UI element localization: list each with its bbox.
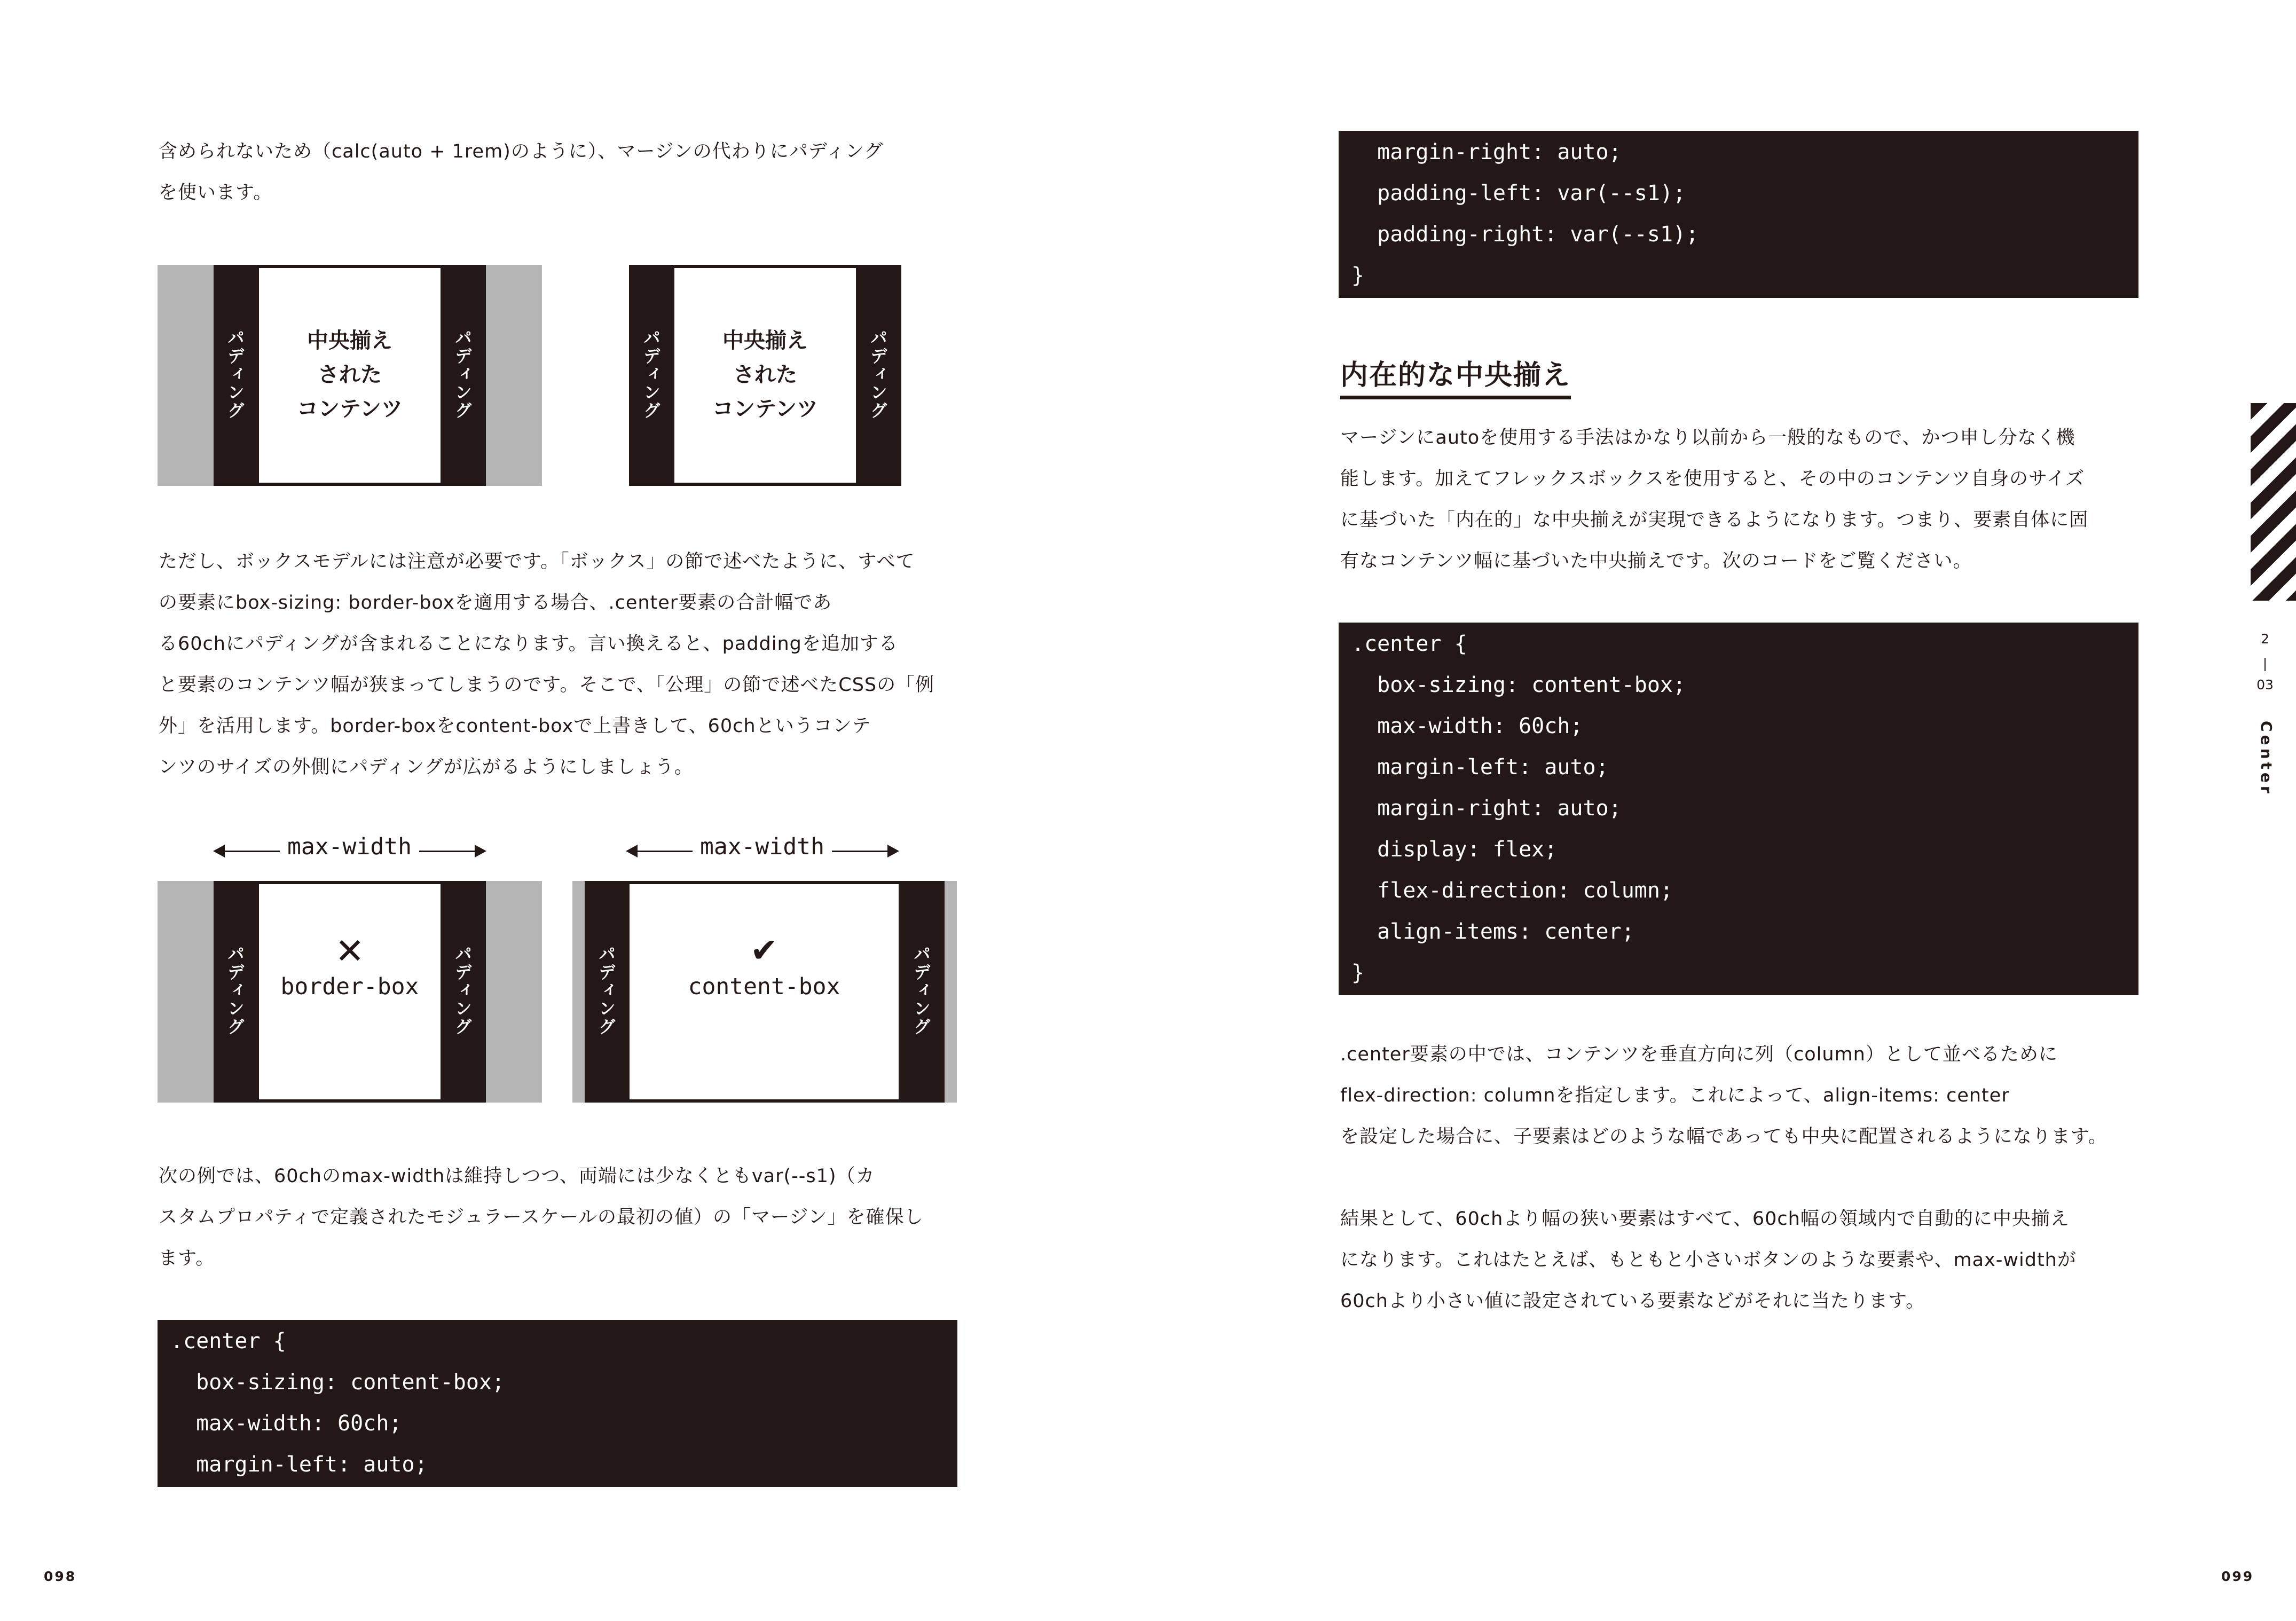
padding-label: パディング: [596, 945, 616, 1036]
code-block-1: [158, 1320, 957, 1487]
text-line: を設定した場合に、子要素はどのような幅であっても中央に配置されるようになります。: [1340, 1126, 2108, 1147]
text-line: 60chより小さい値に設定されている要素などがそれに当たります。: [1340, 1290, 1925, 1312]
text-line: に基づいた「内在的」な中央揃えが実現できるようになります。つまり、要素自体に固: [1340, 509, 2089, 531]
text-line: ます。: [159, 1248, 215, 1269]
text-line: を使います。: [159, 182, 273, 203]
diagram-border-box: [158, 830, 542, 1103]
text-line: スタムプロパティで定義されたモジュラースケールの最初の値）の「マージン」を確保し: [159, 1207, 924, 1228]
text-line: と要素のコンテンツ幅が狭まってしまうのです。そこで、「公理」の節で述べたCSSの「例: [159, 674, 935, 696]
diagram-padding-only: [629, 265, 901, 486]
code-line: max-width: 60ch;: [1351, 714, 1583, 738]
arrow-right-head: [475, 845, 486, 857]
code-line: }: [1351, 961, 1365, 985]
arrow-left-head: [213, 845, 225, 857]
code-block-2: [1339, 623, 2138, 995]
padding-label: パディング: [225, 329, 245, 420]
section-heading: 内在的な中央揃え: [1340, 352, 1571, 399]
code-line: margin-left: auto;: [1351, 755, 1609, 780]
text-line: 次の例では、60chのmax-widthは維持しつつ、両端には少なくともvar(--s1)（カ: [159, 1166, 875, 1187]
code-line: display: flex;: [1351, 837, 1558, 862]
text-line: 含められないため（calc(auto + 1rem)のように）、マージンの代わりにパディング: [159, 141, 884, 162]
check-icon: ✔: [750, 931, 778, 970]
padding-label: パディング: [452, 945, 473, 1036]
code-line: box-sizing: content-box;: [170, 1370, 505, 1395]
text-line: の要素にbox-sizing: border-boxを適用する場合、.center要素の合計幅であ: [159, 592, 832, 613]
text-line: ただし、ボックスモデルには注意が必要です。「ボックス」の節で述べたように、すべて: [159, 551, 915, 572]
code-line: padding-right: var(--s1);: [1351, 222, 1699, 247]
page-number-left: 098: [44, 1569, 77, 1584]
result-paragraph: [1340, 1199, 2077, 1322]
code-line: .center {: [170, 1329, 286, 1354]
text-line: マージンにautoを使用する手法はかなり以前から一般的なもので、かつ申し分なく機: [1340, 427, 2075, 448]
code-line: margin-right: auto;: [1351, 140, 1622, 164]
code-line: .center {: [1351, 632, 1467, 656]
padding-label: パディング: [868, 329, 888, 420]
padding-label: パディング: [911, 945, 931, 1036]
code-line: flex-direction: column;: [1351, 878, 1673, 903]
padding-label: パディング: [452, 329, 473, 420]
diagram-margin-padding-left: [158, 265, 542, 486]
max-width-label: max-width: [280, 833, 419, 860]
arrow-left-head: [626, 845, 638, 857]
code-line: margin-left: auto;: [170, 1452, 428, 1477]
text-line: flex-direction: columnを指定します。これによって、align-items: center: [1340, 1085, 2010, 1106]
text-line: になります。これはたとえば、もともと小さいボタンのような要素や、max-widthが: [1340, 1249, 2077, 1271]
chapter-number: 2: [2261, 631, 2269, 647]
code-line: }: [1351, 263, 1365, 288]
chapter-side-tab: [2251, 403, 2296, 601]
intrinsic-paragraph: [1340, 418, 2088, 582]
text-line: ンツのサイズの外側にパディングが広がるようにしましょう。: [159, 757, 694, 778]
section-number: 03: [2256, 677, 2274, 693]
content-label: 中央揃え された コンテンツ: [712, 328, 818, 421]
arrow-right-head: [887, 845, 899, 857]
section-title: Center: [2258, 721, 2275, 797]
padding-label: パディング: [641, 329, 661, 420]
stripe-pattern: [2251, 403, 2296, 601]
text-line: る60chにパディングが含まれることになります。言い換えると、paddingを追加する: [159, 633, 898, 655]
code-line: margin-right: auto;: [1351, 796, 1622, 821]
intro-paragraph: [159, 131, 883, 214]
box-model-paragraph: [159, 541, 934, 788]
chapter-divider: [2264, 658, 2266, 671]
text-line: .center要素の中では、コンテンツを垂直方向に列（column）として並べるために: [1340, 1044, 2058, 1065]
code-line: max-width: 60ch;: [170, 1411, 402, 1436]
content-label: 中央揃え された コンテンツ: [297, 328, 403, 421]
page-number-right: 099: [2221, 1569, 2254, 1584]
code-line: align-items: center;: [1351, 919, 1634, 944]
code-line: box-sizing: content-box;: [1351, 673, 1686, 697]
text-line: 有なコンテンツ幅に基づいた中央揃えです。次のコードをご覧ください。: [1340, 550, 1972, 572]
content-box-label: content-box: [688, 973, 840, 1000]
max-width-label: max-width: [693, 833, 832, 860]
padding-label: パディング: [225, 945, 245, 1036]
example-paragraph: [159, 1156, 923, 1279]
flex-direction-paragraph: [1340, 1034, 2108, 1158]
text-line: 結果として、60chより幅の狭い要素はすべて、60ch幅の領域内で自動的に中央揃え: [1340, 1208, 2070, 1230]
text-line: 外」を活用します。border-boxをcontent-boxで上書きして、60chというコンテ: [159, 715, 871, 737]
code-line: padding-left: var(--s1);: [1351, 181, 1686, 206]
text-line: 能します。加えてフレックスボックスを使用すると、その中のコンテンツ自身のサイズ: [1340, 468, 2085, 490]
diagram-content-box: [572, 830, 957, 1103]
border-box-label: border-box: [280, 973, 419, 1000]
cross-icon: ✕: [335, 931, 365, 972]
code-block-top: [1339, 131, 2138, 298]
